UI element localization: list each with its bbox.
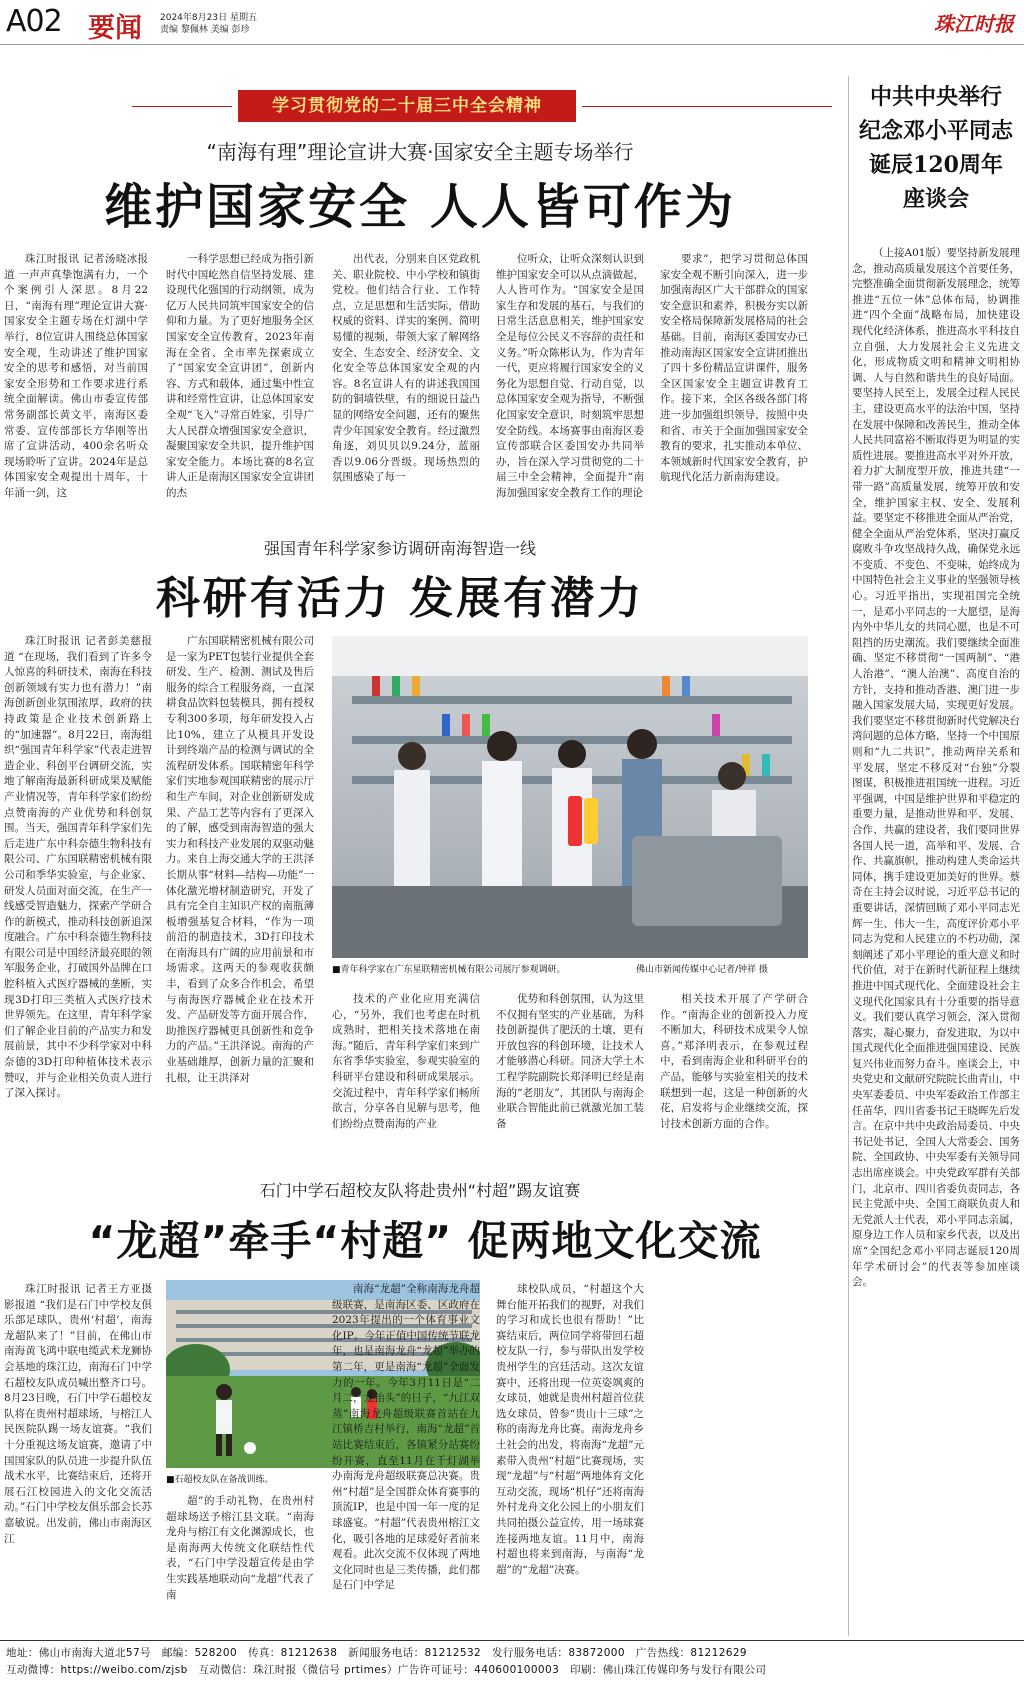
story2-text: 优势和科创氛围，认为这里不仅拥有坚实的产业基础，为科技创新提供了肥沃的土壤，更有开放包容的科创环境，让技术人才能够潜心科研。同济大学土木工程学院副院长郑泽明已经是南海的“老朋友”，其团队与南海企业联合智能此前已就激光加工装备: [496, 993, 644, 1130]
sidebar-headline-line: 纪念邓小平同志: [858, 118, 1013, 144]
sidebar-headline-line: 座谈会: [902, 186, 969, 212]
story2-text: 技术的产业化应用充满信心，“另外，我们也考虑在时机成熟时，把相关技术落地在南海。”随后，青年科学家们来到广东省季华实验室，参观实验室的科研平台建设和科研成果展示。交流过程中，青年科学家们畅所欲言，分享各自见解与思考，他们纷纷点赞南海的产业: [332, 993, 480, 1130]
story2-photo-credit: 佛山市新闻传媒中心记者/钟祥 摄: [636, 965, 768, 975]
column-divider: [848, 76, 849, 1636]
story2-photo: [332, 636, 808, 958]
header-divider: [0, 44, 1024, 45]
story2-photo-caption: ■青年科学家在广东星联精密机械有限公司展厅参观调研。: [332, 965, 566, 975]
story1-text: 位听众，让听众深刻认识到维护国家安全可以从点滴做起，人人皆可作为。“国家安全是国家生存和发展的基石，与我们的日常生活息息相关，维护国家安全是每位公民义不容辞的责任和义务。”听众陈彬认为，作为青年一代，更应将履行国家安全的义务化为思想自觉、行动自觉，以总体国家安全观为指导，不断强化国家安全意识，时刻筑牢思想安全防线。本场赛事由南海区委宣传部联合区委国安办共同举办，旨在深入学习贯彻党的二十届三中全会精神，全面提升“南海加强国家安全教育工作的理论: [496, 253, 644, 499]
story1-text: 珠江时报讯 记者汤晓冰报道 一声声真挚饱满有力，一个个案例引人深思。8月22日，“南海有理”理论宣讲大赛·国家安全主题专场在灯湖中学举行，8位宣讲人围绕总体国家安全观，生动讲述了维护国家安全的思考和感悟，对当前国家安全形势和工作要求进行系统全面解读。佛山市委宣传部常务副部长黄文平，南海区委常委、宣传部部长方华刚等出席了宣讲活动，400余名听众现场聆听了宣讲。2024年是总体国家安全观提出十周年，十年涌一剑，这: [4, 253, 148, 499]
story2-text: 相关技术开展了产学研合作。“南海企业的创新投入力度不断加大，科研技术成果令人惊喜。”郑泽明表示，在参观过程中，看到南海企业和科研平台的产品，能够与实验室相关的技术联想到一起，这是一种创新的火花，启发将与企业继续交流，探讨技术创新方面的合作。: [660, 993, 808, 1130]
story3-column-1: [4, 1282, 152, 1632]
story2-column-3: [332, 992, 480, 1142]
sidebar-text: （上接A01版）要坚持新发展理念，推动高质量发展这个首要任务，完整准确全面贯彻新发展理念，统筹推进“五位一体”总体布局，协调推进“四个全面”战略布局，加快建设现代化经济体系，推进高水平科技自立自强，大力发展社会主义先进文化，形成物质文明和精神文明相协调、人与自然和谐共生的良好局面。要坚持人民至上，发展全过程人民民主，建设更高水平的法治中国，坚持在发展中保障和改善民生，推动全体人民共同富裕不断取得更为明显的实质性进展。要推进高水平对外开放，着力扩大制度型开放，推进共建“一带一路”高质量发展，统筹开放和安全，维护国家主权、安全、发展利益。要坚定不移推进全面从严治党，健全全面从严治党体系，坚决打赢反腐败斗争攻坚战持久战，确保党永远不变质、不变色、不变味，始终成为中国特色社会主义事业的坚强领导核心。习近平指出，实现祖国完全统一，是邓小平同志的一大愿望，是海内外中华儿女的共同心愿，也是不可阻挡的历史潮流。我们要继续全面准确、坚定不移贯彻“一国两制”、“港人治港”、“澳人治澳”、高度自治的方针，支持和推动香港、澳门进一步融入国家发展大局，实现更好发展。我们要坚定不移贯彻新时代党解决台湾问题的总体方略，坚持一个中国原则和“九二共识”，推动两岸关系和平发展，坚定不移反对“台独”分裂图谋，积极推进祖国统一进程。习近平强调，中国是维护世界和平稳定的重要力量，是推动世界和平、发展、合作、共赢的建设者，我们要同世界各国人民一道，高举和平、发展、合作、共赢旗帜，推动构建人类命运共同体，携手建设更加美好的世界。蔡奇在主持会议时说，习近平总书记的重要讲话，深情回顾了邓小平同志光辉一生、伟大一生，高度评价邓小平同志为党和人民建立的不朽功勋，深刻阐述了邓小平理论的重大意义和时代价值，对于在新时代新征程上继续推进中国式现代化、全面建设社会主义现代化国家具有十分重要的指导意义。我们要认真学习领会，深入贯彻落实，凝心聚力，奋发进取，为以中国式现代化全面推进强国建设、民族复兴伟业而努力奋斗。座谈会上，中央党史和文献研究院院长曲青山，中央军委委员、中央军委政治工作部主任苗华，四川省委书记王晓晖先后发言。在京中共中央政治局委员、中央书记处书记，全国人大常委会、国务院、全国政协、中央军委有关领导同志出席座谈会。中央党政军群有关部门，北京市、四川省委负责同志，各民主党派中央、全国工商联负责人和无党派人士代表，邓小平同志亲属，原身边工作人员和家乡代表，以及出席“全国纪念邓小平同志诞辰120周年学术研讨会”的代表等参加座谈会。: [852, 247, 1020, 1289]
story1-column-5: [660, 252, 808, 504]
sidebar-headline-line: 诞辰120周年: [869, 152, 1003, 178]
story3-column-4: [496, 1282, 644, 1632]
story2-column-1: [4, 634, 152, 1142]
story1-column-1: [4, 252, 148, 504]
topic-banner: 学习贯彻党的二十届三中全会精神: [238, 90, 576, 122]
story1-text: 一科学思想已经成为指引新时代中国屹然自信坚持发展、建设现代化强国的行动纲领，成为亿万人民共同筑牢国家安全的信仰和力量。为了更好地服务全区国家安全宣传教育，2023年南海在全省、全市率先探索成立了“国家安全宣讲团”，创新内容、方式和载体，通过集中性宣讲和经常性宣讲，让总体国家安全观“飞入”寻常百姓家，引导广大人民群众增强国家安全意识，凝聚国家安全共识，提升维护国家安全能力。本场比赛的8名宣讲人正是南海区国家安全宣讲团的杰: [166, 253, 314, 499]
story2-column-4: [496, 992, 644, 1142]
story3-text: 超”的手动礼物，在贵州村超球场送予榕江县文联。“南海龙舟与榕江有文化渊源成长，也是南海两大传统文化联结性代表，“石门中学没超宣传是由学生实践基地联动向“龙超”代表了南: [166, 1495, 314, 1601]
story1-text: 要求”，把学习贯彻总体国家安全观不断引向深入，进一步加强南海区广大干部群众的国家安全意识和素养，积极夯实以新安全格局保障新发展格局的社会基础。目前，南海区委国安办已推动南海区国家安全宣讲团推出了四十多份精品宣讲课件，服务全区国家安全主题宣讲教育工作。接下来，全区各级各部门将进一步加强组织领导，按照中央和省、市关于全面加强国家安全教育的要求，扎实推动本单位、本领域新时代国家安全教育，护航现代化活力新南海建设。: [660, 253, 808, 484]
newspaper-logo: 珠江时报: [934, 12, 1014, 36]
masthead: [0, 0, 1024, 44]
story1-kicker: “南海有理”理论宣讲大赛·国家安全主题专场举行: [206, 140, 634, 164]
story3-text: 球校队成员，“村超这个大舞台能开拓我们的视野，对我们的学习和成长也很有帮助！”比赛结束后，两位同学将带回石超校友队一行，参与带队出发学校贵州学生的宫廷活动。这次友谊赛中，还将出现一位英姿飒爽的女球员，她就是贵州村超首位获选女球员，曾参“贵山十三球”之称的南海龙舟比赛。南海龙舟乡土社会的出发，将南海“龙超”元素带入贵州“村超”比赛现场，实现“龙超”与“村超”两地体育文化互动交流，现场“机仔”还将南海外村龙舟文化公园上的小朋友们共同拍摄公益宣传，用一场球赛连接两地友谊。11月中，南海村超也将来到南海，与南海“龙超”的“龙超”决赛。: [496, 1283, 644, 1576]
sidebar-headline: [852, 80, 1020, 216]
story3-headline: “龙超”牵手“村超” 促两地文化交流: [88, 1217, 762, 1265]
story2-column-5: [660, 992, 808, 1142]
issue-date: 2024年8月23日 星期五: [160, 13, 257, 23]
story3-column-2: [166, 1494, 314, 1632]
story2-text: 珠江时报讯 记者彭美慈报道 “在现场，我们看到了许多令人惊喜的科研技术，南海在科技创新领域有实力也有潜力！”南海创新创业氛围浓厚，政府的扶持政策是企业技术创新路上的“加速器”。8月22日，南海组织“强国青年科学家”代表走进智造企业、科创平台调研交流，实地了解南海最新科研成果及赋能产业情况等，青年科学家们纷纷点赞南海的产业优势和科创氛围。当天，强国青年科学家们先后走进广东中科奈德生物科技有限公司、广东国联精密机械有限公司和季华实验室，与企业家、研发人员面对面交流，在生产一线感受智造魅力，探索产学研合作的新模式，推动科技创新追深度融合。广东中科奈德生物科技有限公司是中国经济最亮眼的领军服务企业，打破国外品牌在口腔科植入式医疗器械的垄断，实现3D打印三类植入式医疗技术世界领先。在这里，青年科学家们了解企业目前的产品实力和发展前景，其中不少科学家对中科奈德的3D打印种植体技术表示赞叹，并与企业相关负责人进行了深入探讨。: [4, 635, 152, 1100]
sidebar-article: [852, 246, 1020, 1632]
banner-rule-right: [582, 106, 832, 107]
footer-divider: [0, 1640, 1024, 1641]
story3-column-3: [332, 1282, 480, 1632]
story2-headline: 科研有活力 发展有潜力: [155, 573, 645, 624]
sidebar-headline-line: 中共中央举行: [869, 84, 1002, 110]
story2-kicker: 强国青年科学家参访调研南海智造一线: [263, 539, 536, 558]
story3-text: 珠江时报讯 记者王方亚摄影报道 “我们是石门中学校友俱乐部足球队，贵州‘村超’，南海龙超队来了！”目前，在佛山市南海黄飞鸿中联电缆武术龙狮协会基地的珠江边，南海石门中学石超校友队成员喊出整齐口号。8月23日晚，石门中学石超校友队将在贵州村超球场，与榕江人民医院队踢一场友谊赛。“我们十分重视这场友谊赛，邀请了中国国家队的队员进一步提升队伍战术水平，比赛结束后，还将开展石江校园进入的文化交流活动。”石门中学校友俱乐部会长苏嘉敏说。出发前，佛山市南海区江: [4, 1283, 152, 1545]
page-number: A02: [6, 4, 62, 39]
section-name: 要闻: [88, 13, 142, 44]
story1-column-2: [166, 252, 314, 504]
story3-kicker: 石门中学石超校友队将赴贵州“村超”踢友谊赛: [259, 1181, 581, 1200]
story2-column-2: [166, 634, 314, 1142]
story1-headline: 维护国家安全 人人皆可作为: [104, 179, 736, 235]
banner-rule-left: [132, 106, 232, 107]
story2-text: 广东国联精密机械有限公司是一家为PET包装行业提供全套研发、生产、检测、测试及售后服务的综合工程服务商，一直深耕食品饮料包装模具，拥有授权专利300多项，每年研发投入占比10%，建立了从模具开发设计到终端产品的检测与调试的全流程研发体系。国联精密年科学家们实地参观国联精密的展示厅和生产车间，对企业创新研发成果、产品工艺等内容有了更深入的了解，感受到南海智造的强大实力和科技产业发展的双驱动魅力。来自上海交通大学的王洪泽长期从事“材料—结构—功能”一体化激光增材制造研究，开发了具有完全自主知识产权的南瓶薄板增强基复合材料，“作为一项前沿的制造技术，3D打印技术在南海具有广阔的应用前景和市场需求。这两天的参观收获颇丰，看到了众多合作机会，希望与南海医疗器械企业在技术开发、产品研发等方面开展合作，助推医疗器械更具创新性和竞争力的产品。”王洪泽说。南海的产业基础雄厚，创新力量的汇聚和扎根，让王洪泽对: [166, 635, 314, 1084]
issue-meta: [160, 12, 257, 36]
footer-contact: 地址：佛山市南海大道北57号 邮编：528200 传真：81212638 新闻服务电话：81212532 发行服务电话：83872000 广告热线：81212629: [6, 1647, 748, 1659]
footer-license: 互动微博：https://weibo.com/zjsb 互动微信：珠江时报（微信号 prtimes）广告许可证号：440600100003 印刷：佛山珠江传媒印务与发行有限公司: [6, 1664, 767, 1676]
story3-photo-caption: ■石超校友队在备战训练。: [166, 1475, 274, 1485]
editor-credits: 责编 黎佩林 美编 彭珍: [160, 25, 250, 35]
story1-column-4: [496, 252, 644, 504]
story1-text: 出代表，分别来自区党政机关、职业院校、中小学校和镇街党校。他们结合行业、工作特点，立足思想和生活实际，借助权威的资料、详实的案例、简明易懂的视频，带领大家了解网络安全、生态安全、经济安全、文化安全等总体国家安全观的内容。8名宣讲人有的讲述我国国防的铜墙铁壁，有的细说日益凸显的网络安全问题，还有的聚焦青少年国家安全教育。经过激烈角逐，刘贝贝以9.24分，蓝丽香以9.06分晋级。现场热烈的氛围感染了每一: [332, 253, 480, 484]
story3-text: 南海“龙超”全称南海龙舟超级联赛，是南海区委、区政府在2023年提出的一个体育事业文化IP。今年正值中国传统节联龙年，也是南海龙舟“龙超”举办的第二年，更是南海“龙超”全面发力的一年。今年3月11日是“二月二，龙抬头”的日子，“九江双蒸”南海龙舟超级联赛首站在九江镇桥吉村举行，南海“龙超”首站比赛结束后，各镇紧分站赛纷纷开赛，直至11月在千灯湖举办南海龙舟超级联赛总决赛。贵州“村超”是全国群众体育赛事的顶流IP，也是中国一年一度的足球盛宴。“村超”代表贵州榕江文化，吸引各地的足球爱好者前来观看。此次交流不仅体现了两地文化同时也是三类传播，此们都是石门中学足: [332, 1283, 480, 1592]
story1-column-3: [332, 252, 480, 504]
